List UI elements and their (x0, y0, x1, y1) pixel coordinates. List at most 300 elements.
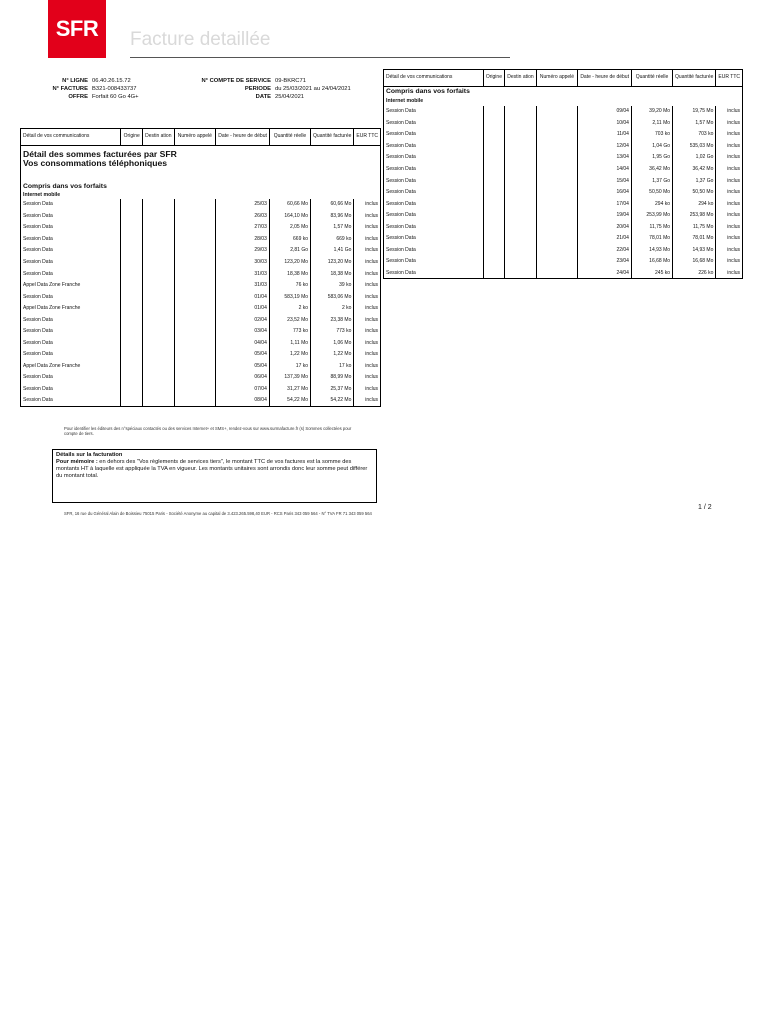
cell-amount: inclus (716, 209, 743, 221)
cell-date: 29/03 (216, 245, 270, 257)
cell-destination (143, 360, 174, 372)
date-label: DATE (255, 94, 271, 100)
cell-destination (143, 268, 174, 280)
mobile-internet-subheading: Internet mobile (23, 191, 61, 198)
cell-date: 01/04 (216, 291, 270, 303)
cell-actual-quantity: 2 ko (269, 302, 310, 314)
cell-called-number (174, 337, 216, 349)
cell-description: Appel Data Zone Franche (21, 279, 121, 291)
cell-destination (143, 199, 174, 211)
cell-billed-quantity: 1,37 Go (673, 175, 716, 187)
cell-amount: inclus (354, 268, 381, 280)
cell-amount: inclus (354, 337, 381, 349)
cell-called-number (536, 198, 578, 210)
account-info-left (48, 77, 139, 101)
cell-date: 31/03 (216, 279, 270, 291)
cell-origin (483, 163, 505, 175)
cell-origin (483, 209, 505, 221)
table-row (21, 222, 381, 234)
cell-actual-quantity: 39,20 Mo (631, 106, 672, 118)
table-row (21, 279, 381, 291)
table-row (384, 106, 743, 118)
cell-origin (121, 326, 143, 338)
cell-description: Appel Data Zone Franche (21, 360, 121, 372)
cell-destination (505, 221, 536, 233)
cell-actual-quantity: 18,38 Mo (269, 268, 310, 280)
third-party-note: Pour identifier les éditeurs des n°spéciaux contactés ou des services Internet+ et SMS+, rendez-vous sur www.surmafacture.fr (s) Sommes collectées pour compte de tiers. (64, 426, 352, 436)
cell-billed-quantity: 535,03 Mo (673, 140, 716, 152)
cell-origin (483, 267, 505, 279)
cell-date: 25/03 (216, 199, 270, 211)
cell-actual-quantity: 1,04 Go (631, 140, 672, 152)
table-row (384, 209, 743, 221)
cell-amount: inclus (354, 279, 381, 291)
cell-description: Session Data (384, 198, 484, 210)
cell-date: 24/04 (578, 267, 632, 279)
cell-origin (483, 152, 505, 164)
cell-destination (505, 152, 536, 164)
table-header-row (384, 70, 743, 87)
col-header-eur-ttc: EUR TTC (716, 70, 743, 87)
cell-called-number (174, 233, 216, 245)
cell-actual-quantity: 253,99 Mo (631, 209, 672, 221)
cell-called-number (174, 302, 216, 314)
cell-origin (121, 233, 143, 245)
cell-billed-quantity: 1,06 Mo (311, 337, 354, 349)
table-row (21, 245, 381, 257)
cell-origin (483, 233, 505, 245)
cell-amount: inclus (354, 395, 381, 407)
cell-destination (143, 372, 174, 384)
cell-amount: inclus (716, 221, 743, 233)
col-header-description: Détail de vos communications (384, 70, 484, 87)
cell-actual-quantity: 54,22 Mo (269, 395, 310, 407)
cell-billed-quantity: 1,02 Go (673, 152, 716, 164)
cell-origin (121, 302, 143, 314)
cell-called-number (536, 140, 578, 152)
cell-origin (121, 372, 143, 384)
cell-origin (121, 268, 143, 280)
cell-description: Session Data (21, 210, 121, 222)
cell-billed-quantity: 773 ko (311, 326, 354, 338)
cell-destination (505, 256, 536, 268)
cell-called-number (536, 221, 578, 233)
cell-origin (483, 221, 505, 233)
table-row (21, 372, 381, 384)
cell-origin (121, 383, 143, 395)
cell-origin (121, 395, 143, 407)
cell-description: Session Data (21, 395, 121, 407)
cell-date: 06/04 (216, 372, 270, 384)
cell-billed-quantity: 23,38 Mo (311, 314, 354, 326)
cell-called-number (536, 117, 578, 129)
cell-actual-quantity: 36,42 Mo (631, 163, 672, 175)
table-row (21, 395, 381, 407)
memo-text: en dehors des "Vos règlements de services tiers", le montant TTC de vos factures est la somme des montants HT à laquelle est appliquée la TVA en vigueur. Les montants unitaires sont arrondis donc leur somme peut différer du montant total. (56, 459, 368, 479)
cell-origin (121, 279, 143, 291)
consumption-heading: Vos consommations téléphoniques (23, 157, 168, 168)
cell-date: 03/04 (216, 326, 270, 338)
cell-amount: inclus (716, 106, 743, 118)
cell-amount: inclus (354, 233, 381, 245)
sfr-logo: SFR (48, 0, 106, 58)
document-title: Facture detaillée (130, 29, 271, 50)
col-header-start-date: Date - heure de début (578, 70, 632, 87)
cell-amount: inclus (354, 383, 381, 395)
cell-date: 02/04 (216, 314, 270, 326)
cell-actual-quantity: 294 ko (631, 198, 672, 210)
cell-date: 16/04 (578, 186, 632, 198)
col-header-destination: Destin ation (505, 70, 536, 87)
cell-date: 19/04 (578, 209, 632, 221)
cell-called-number (536, 244, 578, 256)
cell-destination (143, 383, 174, 395)
cell-origin (483, 186, 505, 198)
cell-origin (121, 245, 143, 257)
cell-called-number (536, 267, 578, 279)
cell-date: 23/04 (578, 256, 632, 268)
cell-actual-quantity: 583,19 Mo (269, 291, 310, 303)
cell-actual-quantity: 16,68 Mo (631, 256, 672, 268)
cell-destination (505, 233, 536, 245)
cell-description: Session Data (384, 140, 484, 152)
cell-billed-quantity: 11,75 Mo (673, 221, 716, 233)
cell-date: 17/04 (578, 198, 632, 210)
cell-called-number (174, 222, 216, 234)
col-header-called-number: Numéro appelé (536, 70, 578, 87)
title-divider (130, 57, 510, 58)
cell-billed-quantity: 2 ko (311, 302, 354, 314)
cell-origin (121, 337, 143, 349)
cell-description: Session Data (21, 291, 121, 303)
cell-actual-quantity: 2,05 Mo (269, 222, 310, 234)
cell-actual-quantity: 60,66 Mo (269, 199, 310, 211)
table-row (21, 199, 381, 211)
cell-origin (483, 129, 505, 141)
cell-amount: inclus (716, 256, 743, 268)
billing-details-title: Détails sur la facturation (56, 452, 123, 458)
cell-date: 30/03 (216, 256, 270, 268)
cell-destination (505, 209, 536, 221)
cell-destination (505, 175, 536, 187)
cell-origin (121, 199, 143, 211)
cell-amount: inclus (716, 129, 743, 141)
cell-amount: inclus (354, 314, 381, 326)
mobile-internet-subheading: Internet mobile (386, 98, 424, 104)
cell-date: 10/04 (578, 117, 632, 129)
billing-details-box (52, 449, 377, 503)
cell-actual-quantity: 123,20 Mo (269, 256, 310, 268)
cell-origin (483, 117, 505, 129)
cell-called-number (174, 199, 216, 211)
cell-called-number (174, 395, 216, 407)
line-number-label: N° LIGNE (62, 78, 88, 84)
col-header-start-date: Date - heure de début (216, 129, 270, 146)
table-row (21, 349, 381, 361)
cell-actual-quantity: 11,75 Mo (631, 221, 672, 233)
cell-amount: inclus (716, 233, 743, 245)
cell-destination (505, 106, 536, 118)
cell-date: 08/04 (216, 395, 270, 407)
table-row (21, 210, 381, 222)
cell-date: 22/04 (578, 244, 632, 256)
cell-billed-quantity: 226 ko (673, 267, 716, 279)
cell-description: Session Data (21, 268, 121, 280)
cell-actual-quantity: 78,01 Mo (631, 233, 672, 245)
cell-date: 15/04 (578, 175, 632, 187)
cell-destination (143, 222, 174, 234)
cell-amount: inclus (354, 360, 381, 372)
table-row (384, 221, 743, 233)
cell-description: Session Data (21, 233, 121, 245)
cell-destination (143, 279, 174, 291)
cell-description: Session Data (384, 209, 484, 221)
period-label: PERIODE (244, 86, 271, 92)
cell-date: 27/03 (216, 222, 270, 234)
cell-amount: inclus (354, 291, 381, 303)
cell-description: Session Data (384, 233, 484, 245)
cell-called-number (536, 186, 578, 198)
cell-destination (143, 291, 174, 303)
cell-description: Session Data (21, 326, 121, 338)
invoice-number-value: B321-008433737 (92, 86, 137, 92)
cell-origin (121, 210, 143, 222)
table-row (384, 175, 743, 187)
cell-origin (483, 198, 505, 210)
account-info-right (195, 77, 351, 101)
cell-description: Session Data (21, 256, 121, 268)
table-row (21, 302, 381, 314)
cell-billed-quantity: 16,68 Mo (673, 256, 716, 268)
cell-destination (143, 302, 174, 314)
page-number: 1 / 2 (698, 504, 712, 511)
cell-called-number (174, 372, 216, 384)
cell-billed-quantity: 669 ko (311, 233, 354, 245)
cell-destination (505, 117, 536, 129)
cell-destination (143, 233, 174, 245)
cell-date: 13/04 (578, 152, 632, 164)
cell-actual-quantity: 1,11 Mo (269, 337, 310, 349)
cell-billed-quantity: 36,42 Mo (673, 163, 716, 175)
cell-description: Session Data (21, 337, 121, 349)
cell-called-number (174, 326, 216, 338)
cell-actual-quantity: 23,52 Mo (269, 314, 310, 326)
cell-date: 31/03 (216, 268, 270, 280)
cell-billed-quantity: 703 ko (673, 129, 716, 141)
cell-billed-quantity: 1,57 Mo (673, 117, 716, 129)
cell-origin (483, 244, 505, 256)
cell-amount: inclus (716, 152, 743, 164)
cell-destination (505, 267, 536, 279)
cell-called-number (174, 291, 216, 303)
table-row (21, 360, 381, 372)
table-row (21, 314, 381, 326)
cell-date: 05/04 (216, 360, 270, 372)
cell-actual-quantity: 773 ko (269, 326, 310, 338)
table-row (384, 256, 743, 268)
cell-date: 14/04 (578, 163, 632, 175)
cell-billed-quantity: 88,99 Mo (311, 372, 354, 384)
cell-description: Session Data (21, 383, 121, 395)
cell-description: Session Data (384, 244, 484, 256)
table-row (21, 268, 381, 280)
col-header-destination: Destin ation (143, 129, 174, 146)
cell-actual-quantity: 703 ko (631, 129, 672, 141)
cell-origin (121, 291, 143, 303)
cell-origin (121, 314, 143, 326)
cell-actual-quantity: 1,37 Go (631, 175, 672, 187)
cell-date: 21/04 (578, 233, 632, 245)
cell-destination (505, 198, 536, 210)
cell-origin (121, 256, 143, 268)
cell-actual-quantity: 137,39 Mo (269, 372, 310, 384)
cell-destination (143, 314, 174, 326)
cell-billed-quantity: 1,41 Go (311, 245, 354, 257)
table-row (384, 163, 743, 175)
cell-description: Session Data (21, 314, 121, 326)
cell-amount: inclus (716, 140, 743, 152)
table-row (384, 129, 743, 141)
cell-amount: inclus (716, 117, 743, 129)
cell-called-number (174, 349, 216, 361)
cell-actual-quantity: 164,10 Mo (269, 210, 310, 222)
cell-billed-quantity: 60,66 Mo (311, 199, 354, 211)
cell-amount: inclus (354, 222, 381, 234)
cell-called-number (174, 360, 216, 372)
cell-amount: inclus (354, 326, 381, 338)
cell-billed-quantity: 14,93 Mo (673, 244, 716, 256)
cell-destination (505, 129, 536, 141)
cell-billed-quantity: 1,22 Mo (311, 349, 354, 361)
cell-origin (121, 360, 143, 372)
cell-amount: inclus (716, 163, 743, 175)
cell-actual-quantity: 2,11 Mo (631, 117, 672, 129)
cell-description: Session Data (384, 186, 484, 198)
cell-description: Session Data (384, 106, 484, 118)
cell-destination (143, 395, 174, 407)
cell-description: Session Data (21, 199, 121, 211)
col-header-actual-quantity: Quantité réelle (631, 70, 672, 87)
line-number-value: 06.40.26.15.72 (92, 78, 131, 84)
cell-date: 01/04 (216, 302, 270, 314)
table-row (21, 383, 381, 395)
communications-table-right (383, 69, 743, 279)
table-row (21, 291, 381, 303)
cell-actual-quantity: 2,81 Go (269, 245, 310, 257)
cell-origin (121, 222, 143, 234)
cell-called-number (174, 210, 216, 222)
service-account-value: 09-BKRC71 (275, 78, 306, 84)
cell-called-number (536, 106, 578, 118)
legal-footer: SFR, 16 rue du Général Alain de Boissieu 75015 Paris - Société Anonyme au capital de 3.423.265.598,40 EUR - RCS Paris 343 059 564 - N° TVA FR 71 343 059 564 (64, 511, 372, 516)
cell-date: 05/04 (216, 349, 270, 361)
cell-billed-quantity: 253,98 Mo (673, 209, 716, 221)
cell-actual-quantity: 31,27 Mo (269, 383, 310, 395)
cell-called-number (174, 268, 216, 280)
cell-description: Session Data (21, 349, 121, 361)
cell-actual-quantity: 1,22 Mo (269, 349, 310, 361)
cell-billed-quantity: 583,06 Mo (311, 291, 354, 303)
cell-description: Session Data (384, 221, 484, 233)
cell-date: 07/04 (216, 383, 270, 395)
cell-date: 11/04 (578, 129, 632, 141)
included-section-heading: Compris dans vos forfaits (23, 182, 107, 190)
cell-description: Session Data (384, 152, 484, 164)
table-row (21, 326, 381, 338)
cell-actual-quantity: 50,50 Mo (631, 186, 672, 198)
table-row (384, 186, 743, 198)
table-row (384, 233, 743, 245)
cell-origin (483, 256, 505, 268)
cell-amount: inclus (354, 349, 381, 361)
cell-called-number (536, 209, 578, 221)
cell-origin (483, 175, 505, 187)
cell-amount: inclus (354, 245, 381, 257)
cell-billed-quantity: 17 ko (311, 360, 354, 372)
cell-called-number (536, 129, 578, 141)
cell-actual-quantity: 14,93 Mo (631, 244, 672, 256)
cell-destination (143, 256, 174, 268)
cell-billed-quantity: 123,20 Mo (311, 256, 354, 268)
table-row (384, 117, 743, 129)
cell-billed-quantity: 18,38 Mo (311, 268, 354, 280)
cell-date: 09/04 (578, 106, 632, 118)
cell-amount: inclus (354, 256, 381, 268)
memo-label: Pour mémoire : (56, 459, 98, 465)
offer-label: OFFRE (68, 94, 88, 100)
cell-destination (505, 186, 536, 198)
cell-date: 20/04 (578, 221, 632, 233)
table-row (21, 256, 381, 268)
cell-billed-quantity: 50,50 Mo (673, 186, 716, 198)
table-row (384, 198, 743, 210)
col-header-origin: Origine (483, 70, 505, 87)
cell-billed-quantity: 39 ko (311, 279, 354, 291)
col-header-called-number: Numéro appelé (174, 129, 216, 146)
included-section-heading: Compris dans vos forfaits (386, 88, 470, 96)
cell-origin (121, 349, 143, 361)
cell-destination (143, 326, 174, 338)
cell-called-number (174, 245, 216, 257)
cell-date: 26/03 (216, 210, 270, 222)
cell-destination (505, 163, 536, 175)
cell-destination (143, 245, 174, 257)
cell-amount: inclus (354, 210, 381, 222)
cell-date: 12/04 (578, 140, 632, 152)
offer-value: Forfait 60 Go 4G+ (92, 94, 139, 100)
cell-billed-quantity: 54,22 Mo (311, 395, 354, 407)
table-row (384, 152, 743, 164)
cell-date: 28/03 (216, 233, 270, 245)
cell-amount: inclus (716, 198, 743, 210)
cell-description: Session Data (384, 117, 484, 129)
cell-billed-quantity: 294 ko (673, 198, 716, 210)
table-row (384, 267, 743, 279)
cell-date: 04/04 (216, 337, 270, 349)
cell-actual-quantity: 669 ko (269, 233, 310, 245)
cell-billed-quantity: 83,96 Mo (311, 210, 354, 222)
cell-description: Session Data (384, 267, 484, 279)
cell-called-number (174, 314, 216, 326)
cell-called-number (174, 279, 216, 291)
communications-table-left (20, 128, 381, 407)
cell-billed-quantity: 78,01 Mo (673, 233, 716, 245)
col-header-actual-quantity: Quantité réelle (269, 129, 310, 146)
cell-origin (483, 106, 505, 118)
cell-destination (505, 244, 536, 256)
date-value: 25/04/2021 (275, 94, 305, 100)
cell-called-number (536, 152, 578, 164)
